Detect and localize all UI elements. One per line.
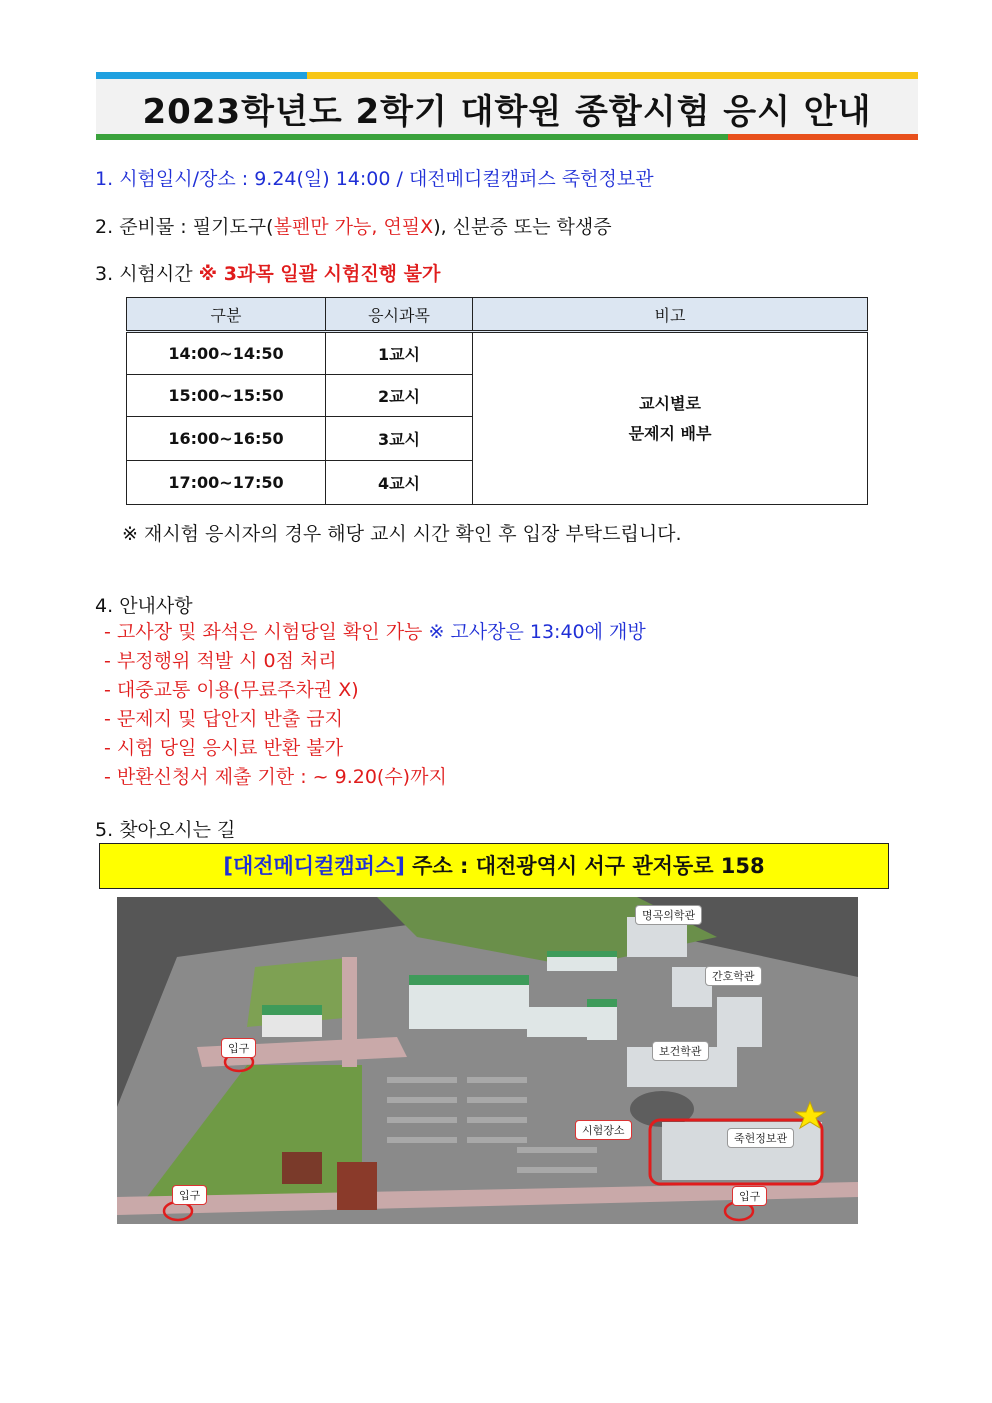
table-header-remark: 비고	[473, 298, 868, 332]
title-top-bar	[96, 72, 918, 79]
page-title: 2023학년도 2학기 대학원 종합시험 응시 안내	[142, 92, 872, 132]
label-myeonggok-hall: 명곡의학관	[635, 905, 702, 925]
remark-line-1: 교시별로	[639, 393, 701, 413]
campus-name: [대전메디컬캠퍼스]	[223, 854, 405, 878]
table-cell-period: 1교시	[326, 332, 473, 375]
table-header-row	[127, 298, 868, 332]
list-item	[104, 617, 646, 646]
address-box	[99, 843, 889, 889]
table-cell-time: 15:00~15:50	[127, 375, 326, 417]
table-header-category: 구분	[127, 298, 326, 332]
item-5-text: 찾아오시는 길	[119, 819, 236, 841]
item-3	[95, 259, 440, 286]
title-bottom-bar	[96, 134, 918, 140]
item-1	[95, 164, 654, 191]
label-jukheon-hall: 죽헌정보관	[727, 1128, 794, 1148]
notice-list	[104, 617, 646, 791]
list-item: - 부정행위 적발 시 0점 처리	[104, 650, 337, 672]
label-health-hall: 보건학관	[652, 1041, 709, 1061]
table-cell-time: 17:00~17:50	[127, 461, 326, 505]
campus-map-drawing	[117, 897, 858, 1224]
item-3-text: 시험시간	[119, 263, 193, 285]
list-item: - 문제지 및 답안지 반출 금지	[104, 708, 343, 730]
item-4-text: 안내사항	[119, 595, 193, 617]
table-cell-remark	[473, 332, 868, 505]
label-exam-site: 시험장소	[575, 1120, 632, 1140]
notice-1: - 고사장 및 좌석은 시험당일 확인 가능	[104, 621, 423, 643]
address-text: 주소 : 대전광역시 서구 관저동로 158	[412, 854, 765, 878]
table-row	[127, 332, 868, 375]
retest-note: ※ 재시험 응시자의 경우 해당 교시 시간 확인 후 입장 부탁드립니다.	[122, 523, 682, 545]
label-entrance-1: 입구	[221, 1038, 256, 1058]
list-item: - 대중교통 이용(무료주차권 X)	[104, 679, 359, 701]
list-item: - 시험 당일 응시료 반환 불가	[104, 737, 343, 759]
table-cell-period: 3교시	[326, 417, 473, 461]
label-entrance-2: 입구	[172, 1185, 207, 1205]
remark-line-2: 문제지 배부	[628, 423, 712, 443]
table-header-subject: 응시과목	[326, 298, 473, 332]
table-cell-time: 14:00~14:50	[127, 332, 326, 375]
item-2-text-b: 볼펜만 가능, 연필X	[273, 216, 434, 238]
item-4-number: 4.	[95, 595, 114, 617]
item-1-text: 시험일시/장소 : 9.24(일) 14:00 / 대전메디컬캠퍼스 죽헌정보관	[119, 168, 654, 190]
campus-map	[117, 897, 858, 1224]
item-5-number: 5.	[95, 819, 114, 841]
item-2-number: 2.	[95, 216, 114, 238]
item-3-number: 3.	[95, 263, 114, 285]
label-nursing-hall: 간호학관	[705, 966, 762, 986]
item-4	[95, 591, 193, 618]
notice-1-open-time: ※ 고사장은 13:40에 개방	[428, 621, 646, 643]
item-2	[95, 212, 612, 239]
exam-schedule-table	[126, 297, 868, 505]
item-2-text-a: 준비물 : 필기도구(	[119, 216, 274, 238]
table-cell-time: 16:00~16:50	[127, 417, 326, 461]
item-1-number: 1.	[95, 168, 114, 190]
title-banner	[96, 72, 918, 140]
table-cell-period: 2교시	[326, 375, 473, 417]
item-5	[95, 815, 235, 842]
item-3-warning: ※ 3과목 일괄 시험진행 불가	[198, 263, 441, 285]
table-cell-period: 4교시	[326, 461, 473, 505]
label-entrance-3: 입구	[732, 1186, 767, 1206]
item-2-text-c: ), 신분증 또는 학생증	[433, 216, 612, 238]
list-item: - 반환신청서 제출 기한 : ~ 9.20(수)까지	[104, 766, 447, 788]
